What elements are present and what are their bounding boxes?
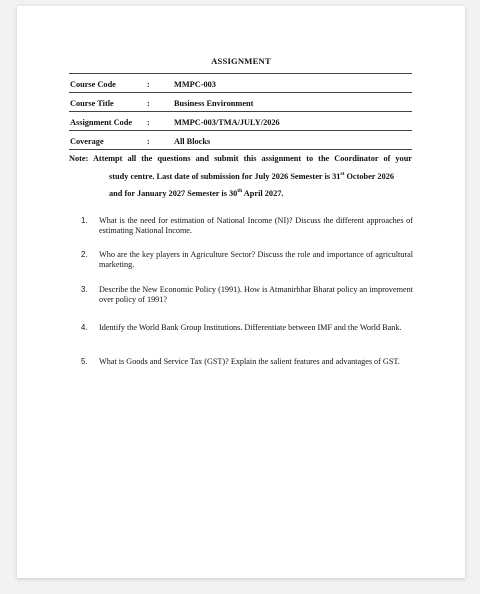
question-number: 3. — [81, 285, 88, 294]
question-item — [81, 357, 413, 367]
question-item — [81, 323, 413, 333]
submission-note — [69, 150, 412, 203]
note-line-3 — [69, 185, 412, 203]
question-number: 1. — [81, 216, 88, 225]
question-item — [81, 250, 413, 270]
course-title-value: Business Environment — [174, 99, 254, 108]
page-title: ASSIGNMENT — [211, 56, 271, 66]
assignment-code-row — [69, 112, 412, 131]
course-code-row — [69, 74, 412, 93]
question-text: Identify the World Bank Group Institutions. Differentiate between IMF and the World Bank. — [99, 323, 402, 332]
coverage-label: Coverage — [70, 137, 104, 146]
note-line-2-text: study centre. Last date of submission for July 2026 Semester is 31 — [109, 171, 341, 181]
separator: : — [147, 99, 150, 108]
assignment-code-value: MMPC-003/TMA/JULY/2026 — [174, 118, 280, 127]
coverage-row — [69, 131, 412, 150]
ordinal-suffix: th — [237, 188, 243, 195]
course-title-row — [69, 93, 412, 112]
question-text: What is Goods and Service Tax (GST)? Explain the salient features and advantages of GST. — [99, 357, 400, 366]
course-code-value: MMPC-003 — [174, 80, 216, 89]
note-line-3-date: April 2027. — [242, 189, 284, 198]
question-text: Describe the New Economic Policy (1991). How is Atmanirbhar Bharat policy an improvement over policy of 1991? — [99, 285, 413, 305]
course-info-table — [69, 73, 412, 150]
course-code-label: Course Code — [70, 80, 116, 89]
question-text: What is the need for estimation of National Income (NI)? Discuss the different approaches of estimating National Income. — [99, 216, 413, 236]
separator: : — [147, 118, 150, 127]
course-title-label: Course Title — [70, 99, 114, 108]
ordinal-suffix: st — [340, 170, 345, 177]
assignment-code-label: Assignment Code — [70, 118, 132, 127]
separator: : — [147, 137, 150, 146]
coverage-value: All Blocks — [174, 137, 211, 146]
separator: : — [147, 80, 150, 89]
question-number: 4. — [81, 323, 88, 332]
document-page — [17, 6, 465, 578]
question-text: Who are the key players in Agriculture Sector? Discuss the role and importance of agricultural marketing. — [99, 250, 413, 270]
note-line-2 — [69, 168, 412, 186]
question-item — [81, 285, 413, 305]
note-line-2-date: October 2026 — [344, 171, 395, 181]
note-line-1: Note: Attempt all the questions and submit this assignment to the Coordinator of your — [69, 154, 412, 163]
question-number: 2. — [81, 250, 88, 259]
note-line-3-text: and for January 2027 Semester is 30 — [109, 189, 238, 198]
question-number: 5. — [81, 357, 88, 366]
question-item — [81, 216, 413, 236]
